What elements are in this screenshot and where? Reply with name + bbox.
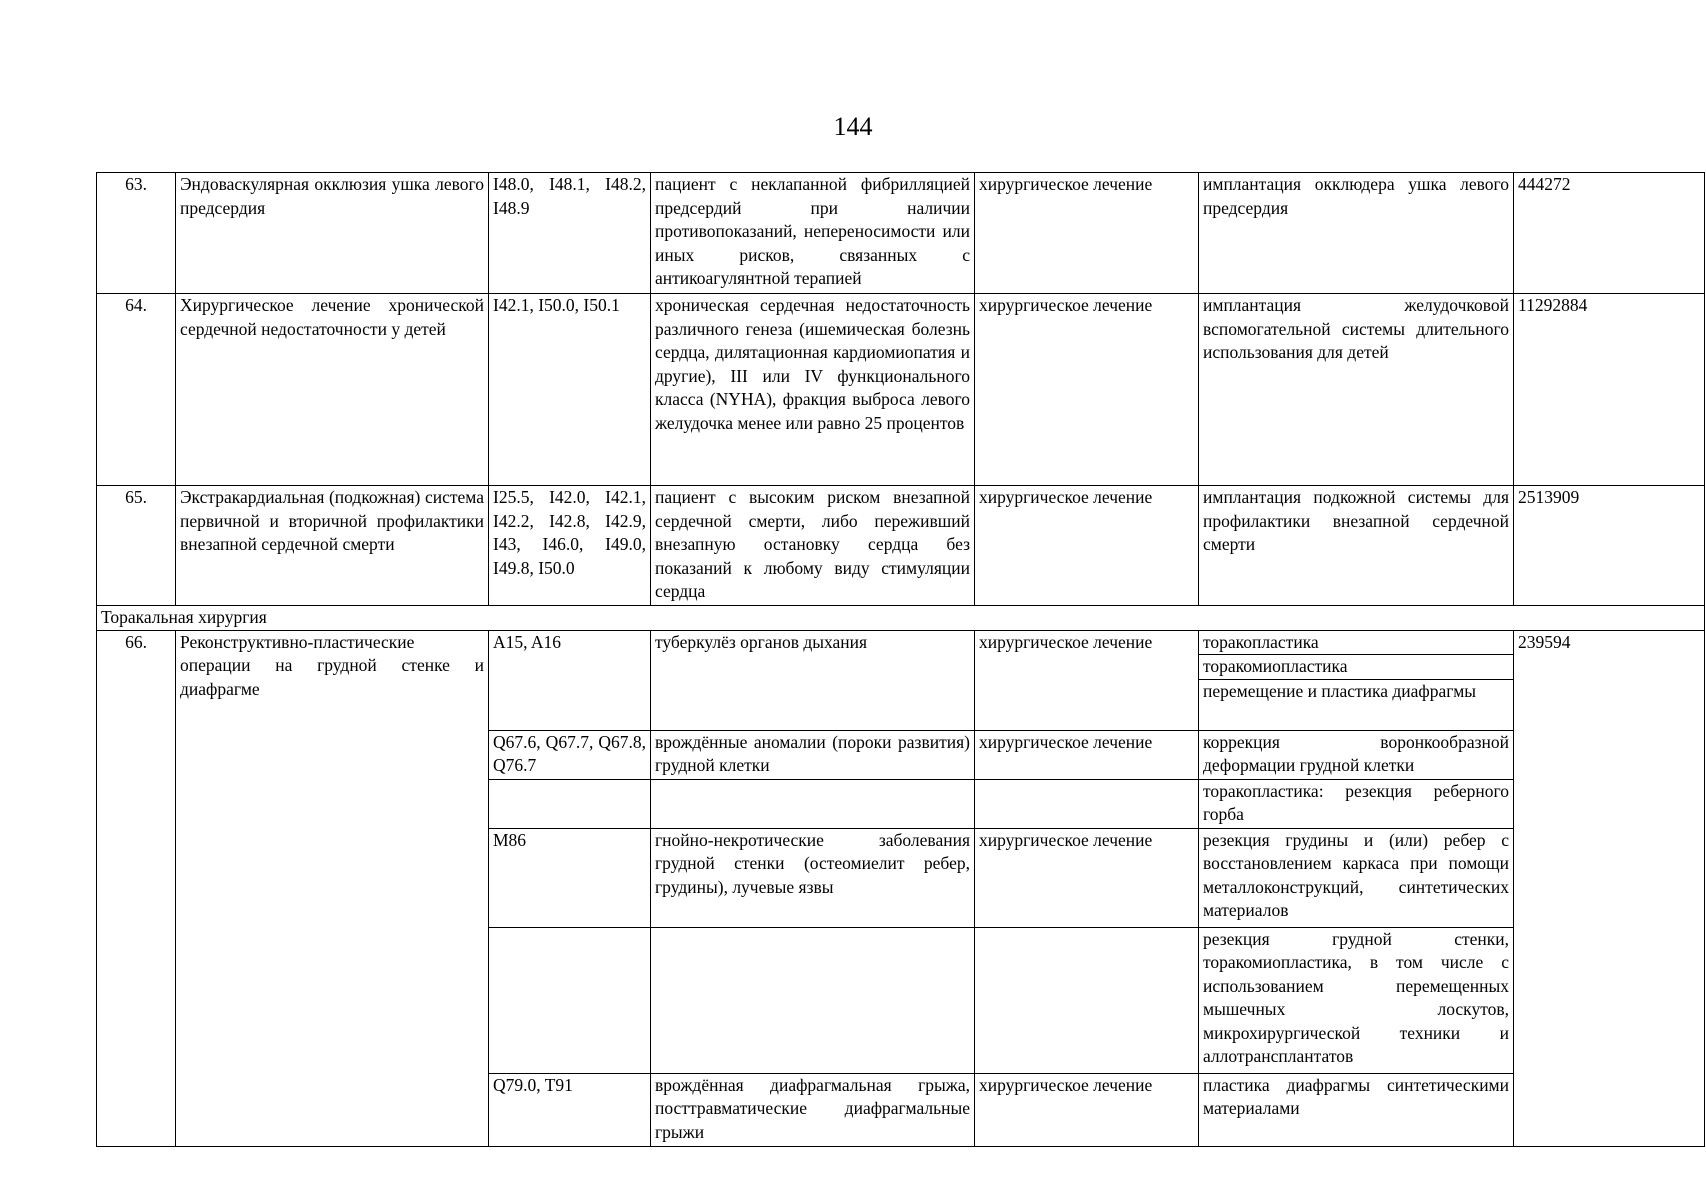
section-title: Торакальная хирургия — [97, 606, 1705, 631]
icd-codes: I42.1, I50.0, I50.1 — [489, 294, 651, 486]
treatment-method: торакомиопластика — [1199, 655, 1513, 680]
treatment-method: имплантация желудочковой вспомогательной системы длительного использования для детей — [1199, 294, 1514, 486]
table-row — [97, 173, 1705, 294]
patient-model — [651, 779, 975, 828]
patient-model: гнойно-некротические заболевания грудной стенки (остеомиелит ребер, грудины), лучевые язвы — [651, 828, 975, 927]
services-table — [96, 172, 1705, 1147]
treatment-method: резекция грудины и (или) ребер с восстановлением каркаса при помощи металлоконструкций, синтетических материалов — [1199, 828, 1514, 927]
treatment-method: торакопластика: резекция реберного горба — [1199, 779, 1514, 828]
patient-model: врождённая диафрагмальная грыжа, посттравматические диафрагмальные грыжи — [651, 1073, 975, 1146]
treatment-type: хирургическое лечение — [975, 486, 1199, 606]
row-number: 63. — [97, 173, 176, 294]
row-number: 66. — [97, 630, 176, 1146]
treatment-method: перемещение и пластика диафрагмы — [1203, 680, 1477, 701]
icd-codes: I25.5, I42.0, I42.1, I42.2, I42.8, I42.9, I43, I46.0, I49.0, I49.8, I50.0 — [489, 486, 651, 606]
treatment-type — [975, 927, 1199, 1073]
treatment-method: пластика диафрагмы синтетическими материалами — [1199, 1073, 1514, 1146]
treatment-type: хирургическое лечение — [975, 1073, 1199, 1146]
cost-value: 239594 — [1514, 630, 1705, 1146]
patient-model — [651, 927, 975, 1073]
icd-codes — [489, 779, 651, 828]
section-row — [97, 606, 1705, 631]
treatment-type: хирургическое лечение — [975, 173, 1199, 294]
treatment-type: хирургическое лечение — [975, 294, 1199, 486]
icd-codes — [489, 927, 651, 1073]
patient-model: пациент с высоким риском внезапной сердечной смерти, либо переживший внезапную остановку сердца без показаний к любому виду стимуляции сердца — [651, 486, 975, 606]
icd-codes: A15, A16 — [489, 630, 651, 730]
treatment-method-list — [1199, 630, 1514, 730]
patient-model: врождённые аномалии (пороки развития) грудной клетки — [651, 730, 975, 779]
service-name: Хирургическое лечение хронической сердечной недостаточности у детей — [176, 294, 489, 486]
treatment-method: резекция грудной стенки, торакомиопластика, в том числе с использованием перемещенных мышечных лоскутов, микрохирургической техники и аллотрансплантатов — [1199, 927, 1514, 1073]
icd-codes: M86 — [489, 828, 651, 927]
row-number: 64. — [97, 294, 176, 486]
treatment-type: хирургическое лечение — [975, 730, 1199, 779]
service-name: Экстракардиальная (подкожная) система первичной и вторичной профилактики внезапной сердечной смерти — [176, 486, 489, 606]
service-name: Реконструктивно-пластические операции на грудной стенке и диафрагме — [176, 630, 489, 1146]
table-row — [97, 294, 1705, 486]
treatment-method: коррекция воронкообразной деформации грудной клетки — [1199, 730, 1514, 779]
cost-value: 444272 — [1514, 173, 1705, 294]
table-row — [97, 630, 1705, 730]
service-name: Эндоваскулярная окклюзия ушка левого предсердия — [176, 173, 489, 294]
treatment-type — [975, 779, 1199, 828]
page-number: 144 — [833, 112, 873, 141]
icd-codes: Q79.0, T91 — [489, 1073, 651, 1146]
treatment-type: хирургическое лечение — [975, 828, 1199, 927]
icd-codes: Q67.6, Q67.7, Q67.8, Q76.7 — [489, 730, 651, 779]
treatment-method: имплантация окклюдера ушка левого предсердия — [1199, 173, 1514, 294]
patient-model: пациент с неклапанной фибрилляцией предсердий при наличии противопоказаний, непереносимости или иных рисков, связанных с антикоагулянтной терапией — [651, 173, 975, 294]
treatment-type: хирургическое лечение — [975, 630, 1199, 730]
cost-value: 11292884 — [1514, 294, 1705, 486]
icd-codes: I48.0, I48.1, I48.2, I48.9 — [489, 173, 651, 294]
cost-value: 2513909 — [1514, 486, 1705, 606]
patient-model: туберкулёз органов дыхания — [651, 630, 975, 730]
treatment-method: торакопластика — [1199, 631, 1513, 656]
patient-model: хроническая сердечная недостаточность различного генеза (ишемическая болезнь сердца, дилятационная кардиомиопатия и другие), III или IV функционального класса (NYHA), фракция выброса левого желудочка менее или равно 25 процентов — [651, 294, 975, 486]
treatment-method: имплантация подкожной системы для профилактики внезапной сердечной смерти — [1199, 486, 1514, 606]
row-number: 65. — [97, 486, 176, 606]
table-row — [97, 486, 1705, 606]
